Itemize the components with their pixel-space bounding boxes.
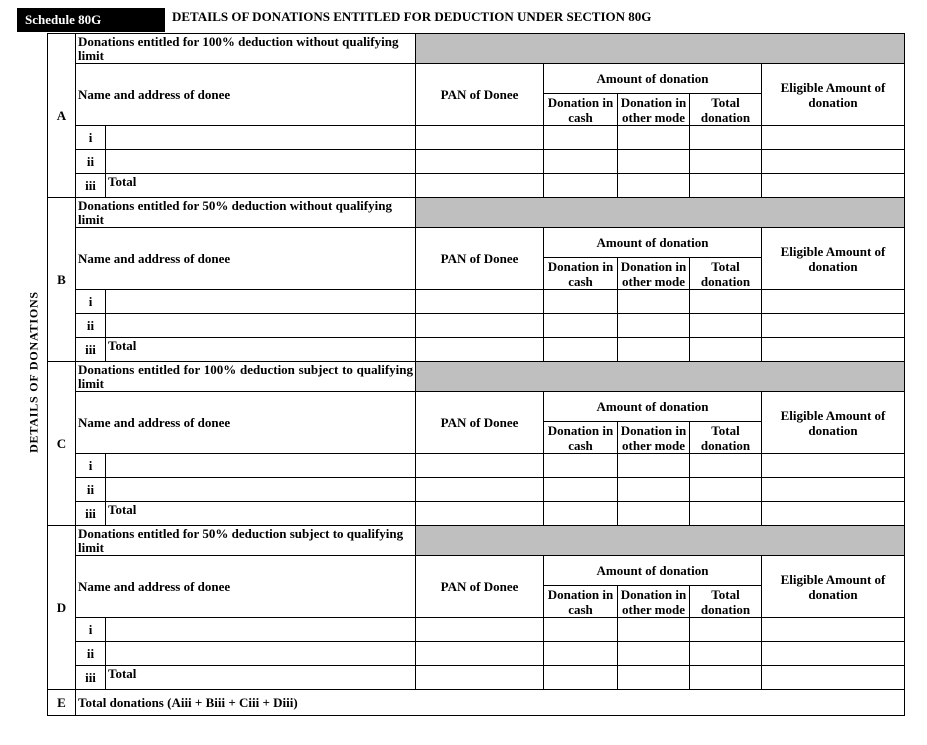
total-field[interactable] [690, 314, 762, 338]
section-heading: Donations entitled for 100% deduction without qualifying limit [76, 34, 416, 64]
donee-name-field[interactable] [106, 478, 416, 502]
pan-field[interactable] [416, 126, 544, 150]
section-letter: E [48, 690, 76, 716]
other-mode-field[interactable] [618, 314, 690, 338]
donee-name-field[interactable] [106, 314, 416, 338]
entry-row [48, 618, 905, 642]
total-field[interactable] [690, 290, 762, 314]
total-field[interactable] [690, 618, 762, 642]
shaded-cell [416, 198, 905, 228]
col-header-name: Name and address of donee [76, 64, 416, 126]
entry-row [48, 338, 905, 362]
donee-name-field[interactable] [106, 290, 416, 314]
section-letter: D [48, 526, 76, 690]
col-header-total: Total donation [690, 258, 762, 290]
pan-field[interactable] [416, 642, 544, 666]
entry-row [48, 174, 905, 198]
total-field[interactable] [690, 150, 762, 174]
eligible-field[interactable] [762, 478, 905, 502]
cash-field[interactable] [544, 502, 618, 526]
col-header-pan: PAN of Donee [416, 392, 544, 454]
total-field[interactable] [690, 478, 762, 502]
total-field[interactable] [690, 642, 762, 666]
pan-field[interactable] [416, 150, 544, 174]
col-header-eligible: Eligible Amount of donation [762, 228, 905, 290]
page-title: DETAILS OF DONATIONS ENTITLED FOR DEDUCTION UNDER SECTION 80G [172, 9, 652, 24]
entry-row [48, 126, 905, 150]
total-field[interactable] [690, 338, 762, 362]
col-header-total: Total donation [690, 586, 762, 618]
col-header-total: Total donation [690, 422, 762, 454]
row-number: i [76, 126, 106, 150]
grand-total-row [48, 690, 905, 716]
donee-name-field[interactable] [106, 618, 416, 642]
eligible-field[interactable] [762, 150, 905, 174]
row-number: i [76, 618, 106, 642]
total-field[interactable] [690, 454, 762, 478]
eligible-field[interactable] [762, 290, 905, 314]
pan-field[interactable] [416, 338, 544, 362]
cash-field[interactable] [544, 338, 618, 362]
col-header-total: Total donation [690, 94, 762, 126]
section-heading-row [48, 34, 905, 64]
other-mode-field[interactable] [618, 502, 690, 526]
total-field[interactable] [690, 126, 762, 150]
row-number: iii [76, 174, 106, 198]
section-heading-row [48, 526, 905, 556]
total-label: Total [106, 666, 416, 690]
pan-field[interactable] [416, 666, 544, 690]
col-header-eligible: Eligible Amount of donation [762, 392, 905, 454]
row-number: ii [76, 642, 106, 666]
other-mode-field[interactable] [618, 666, 690, 690]
col-header-name: Name and address of donee [76, 392, 416, 454]
cash-field[interactable] [544, 478, 618, 502]
cash-field[interactable] [544, 618, 618, 642]
eligible-field[interactable] [762, 314, 905, 338]
col-header-amount: Amount of donation [544, 64, 762, 94]
section-heading: Donations entitled for 50% deduction subject to qualifying limit [76, 526, 416, 556]
pan-field[interactable] [416, 618, 544, 642]
cash-field[interactable] [544, 454, 618, 478]
col-header-other-mode: Donation in other mode [618, 586, 690, 618]
total-field[interactable] [690, 502, 762, 526]
schedule-label: Schedule 80G [17, 8, 165, 32]
entry-row [48, 314, 905, 338]
section-letter: B [48, 198, 76, 362]
col-header-amount: Amount of donation [544, 392, 762, 422]
pan-field[interactable] [416, 454, 544, 478]
eligible-field[interactable] [762, 618, 905, 642]
cash-field[interactable] [544, 174, 618, 198]
col-header-eligible: Eligible Amount of donation [762, 64, 905, 126]
other-mode-field[interactable] [618, 290, 690, 314]
section-heading: Donations entitled for 100% deduction subject to qualifying limit [76, 362, 416, 392]
eligible-field[interactable] [762, 642, 905, 666]
entry-row [48, 478, 905, 502]
donee-name-field[interactable] [106, 150, 416, 174]
pan-field[interactable] [416, 290, 544, 314]
row-number: ii [76, 150, 106, 174]
pan-field[interactable] [416, 502, 544, 526]
entry-row [48, 150, 905, 174]
section-heading: Donations entitled for 50% deduction without qualifying limit [76, 198, 416, 228]
entry-row [48, 290, 905, 314]
row-number: iii [76, 666, 106, 690]
other-mode-field[interactable] [618, 478, 690, 502]
col-header-pan: PAN of Donee [416, 64, 544, 126]
row-number: ii [76, 478, 106, 502]
col-header-other-mode: Donation in other mode [618, 94, 690, 126]
total-label: Total [106, 174, 416, 198]
col-header-amount: Amount of donation [544, 556, 762, 586]
other-mode-field[interactable] [618, 454, 690, 478]
entry-row [48, 502, 905, 526]
eligible-field[interactable] [762, 454, 905, 478]
eligible-field[interactable] [762, 338, 905, 362]
entry-row [48, 454, 905, 478]
section-letter: A [48, 34, 76, 198]
total-label: Total [106, 502, 416, 526]
shaded-cell [416, 34, 905, 64]
row-number: ii [76, 314, 106, 338]
other-mode-field[interactable] [618, 618, 690, 642]
shaded-cell [416, 362, 905, 392]
section-heading-row [48, 362, 905, 392]
col-header-pan: PAN of Donee [416, 556, 544, 618]
cash-field[interactable] [544, 642, 618, 666]
eligible-field[interactable] [762, 174, 905, 198]
cash-field[interactable] [544, 150, 618, 174]
column-header-row [48, 556, 905, 586]
donee-name-field[interactable] [106, 642, 416, 666]
side-label: DETAILS OF DONATIONS [26, 290, 41, 453]
col-header-name: Name and address of donee [76, 556, 416, 618]
col-header-pan: PAN of Donee [416, 228, 544, 290]
section-heading-row [48, 198, 905, 228]
col-header-cash: Donation in cash [544, 94, 618, 126]
pan-field[interactable] [416, 478, 544, 502]
col-header-cash: Donation in cash [544, 586, 618, 618]
column-header-row [48, 392, 905, 422]
other-mode-field[interactable] [618, 150, 690, 174]
pan-field[interactable] [416, 174, 544, 198]
eligible-field[interactable] [762, 126, 905, 150]
total-field[interactable] [690, 666, 762, 690]
row-number: iii [76, 502, 106, 526]
entry-row [48, 666, 905, 690]
column-header-row [48, 228, 905, 258]
col-header-cash: Donation in cash [544, 258, 618, 290]
cash-field[interactable] [544, 666, 618, 690]
cash-field[interactable] [544, 126, 618, 150]
row-number: i [76, 454, 106, 478]
other-mode-field[interactable] [618, 338, 690, 362]
grand-total-label: Total donations (Aiii + Biii + Ciii + Diii) [76, 690, 905, 716]
total-field[interactable] [690, 174, 762, 198]
entry-row [48, 642, 905, 666]
eligible-field[interactable] [762, 502, 905, 526]
other-mode-field[interactable] [618, 642, 690, 666]
cash-field[interactable] [544, 290, 618, 314]
total-label: Total [106, 338, 416, 362]
donee-name-field[interactable] [106, 126, 416, 150]
shaded-cell [416, 526, 905, 556]
col-header-other-mode: Donation in other mode [618, 258, 690, 290]
donee-name-field[interactable] [106, 454, 416, 478]
row-number: iii [76, 338, 106, 362]
row-number: i [76, 290, 106, 314]
pan-field[interactable] [416, 314, 544, 338]
eligible-field[interactable] [762, 666, 905, 690]
donations-table [47, 33, 905, 716]
col-header-eligible: Eligible Amount of donation [762, 556, 905, 618]
col-header-other-mode: Donation in other mode [618, 422, 690, 454]
other-mode-field[interactable] [618, 174, 690, 198]
cash-field[interactable] [544, 314, 618, 338]
col-header-amount: Amount of donation [544, 228, 762, 258]
other-mode-field[interactable] [618, 126, 690, 150]
col-header-cash: Donation in cash [544, 422, 618, 454]
col-header-name: Name and address of donee [76, 228, 416, 290]
section-letter: C [48, 362, 76, 526]
column-header-row [48, 64, 905, 94]
